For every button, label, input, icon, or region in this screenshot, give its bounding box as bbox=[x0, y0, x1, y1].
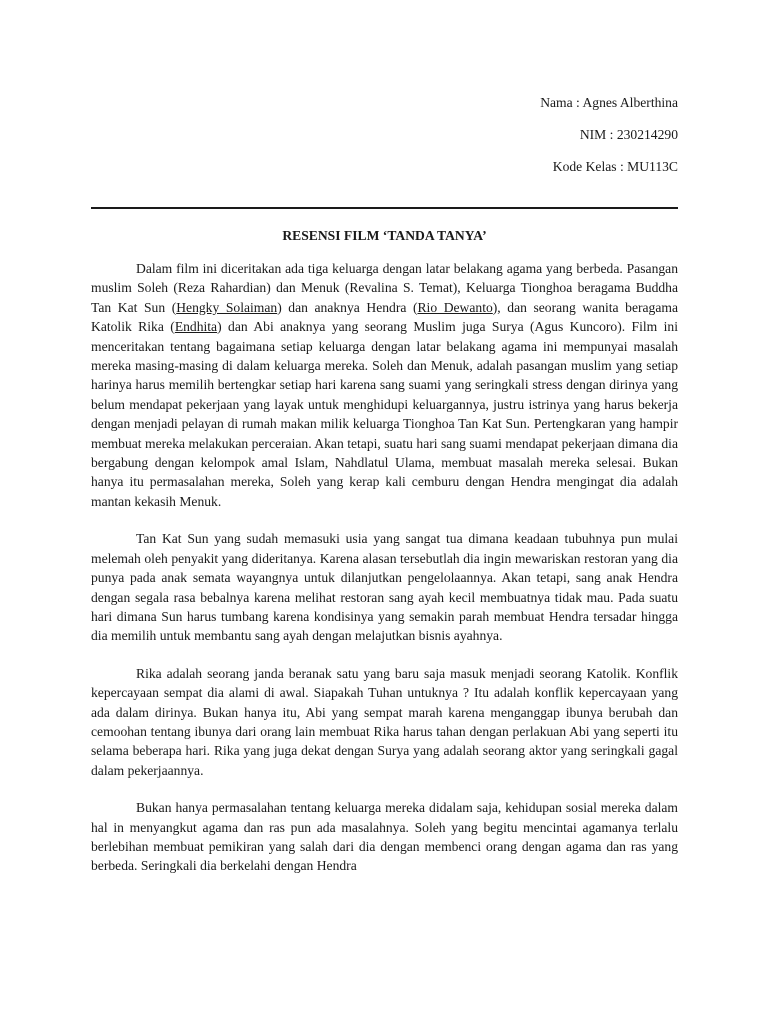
document-title: RESENSI FILM ‘TANDA TANYA’ bbox=[282, 228, 487, 243]
header-divider bbox=[91, 207, 678, 209]
paragraph-2: Tan Kat Sun yang sudah memasuki usia yang sangat tua dimana keadaan tubuhnya pun mulai melemah oleh penyakit yang dideritanya. Karena alasan tersebutlah dia ingin mewariskan restoran yang dia punya pada anak semata wayangnya untuk dilanjutkan pengelolaannya. Akan tetapi, sang anak Hendra dengan segala rasa bebalnya karena melihat restoran sang ayah kecil membuatnya tidak mau. Pada suatu hari dimana Sun harus tumbang karena kondisinya yang semakin parah membuat Hendra tersadar hingga dia memilih untuk membantu sang ayah dengan melajutkan bisnis ayahnya. bbox=[91, 531, 678, 644]
link-hengky-solaiman[interactable]: Hengky Solaiman bbox=[176, 299, 278, 315]
paragraph-3: Rika adalah seorang janda beranak satu yang baru saja masuk menjadi seorang Katolik. Konflik kepercayaan sempat dia alami di awal. Siapakah Tuhan untuknya ? Itu adalah konflik kepercayaan yang ada dalam dirinya. Bukan hanya itu, Abi yang sempat marah karena menganggap ibunya berubah dan cemoohan tentang ibunya dari orang lain membuat Rika harus tahan dengan perlakuan Abi yang seperti itu selama beberapa hari. Rika yang juga dekat dengan Surya yang adalah seorang aktor yang seringkali gagal dalam pekerjaannya. bbox=[91, 665, 678, 778]
document-body bbox=[91, 259, 678, 894]
paragraph-1-text-c: ), dan seorang wanita beragama Katolik Rika ( bbox=[91, 299, 678, 335]
paragraph-4: Bukan hanya permasalahan tentang keluarga mereka didalam saja, kehidupan sosial mereka dalam hal in menyangkut agama dan ras pun ada masalahnya. Soleh yang begitu mencintai agamanya terlalu berlebihan membuat pemikiran yang salah dari dia dengan membenci orang dengan agama dan ras yang berbeda. Seringkali dia berkelahi dengan Hendra bbox=[91, 800, 678, 874]
link-endhita[interactable]: Endhita bbox=[174, 319, 218, 335]
link-rio-dewanto[interactable]: Rio Dewanto bbox=[417, 299, 493, 315]
author-name: Nama : Agnes Alberthina bbox=[540, 95, 678, 110]
paragraph-1-text-b: ) dan anaknya Hendra ( bbox=[277, 299, 418, 315]
author-info bbox=[540, 94, 678, 190]
paragraph-1-text-a: Dalam film ini diceritakan ada tiga keluarga dengan latar belakang agama yang berbeda. Pasangan muslim Soleh (Reza Rahardian) dan Menuk (Revalina S. Temat), Keluarga Tionghoa beragama Buddha Tan Kat Sun ( bbox=[91, 261, 678, 315]
paragraph-1-text-d: ) dan Abi anaknya yang seorang Muslim juga Surya (Agus Kuncoro). Film ini menceritakan tentang bagaimana setiap keluarga dengan latar belakang agama ini mempunyai masalah mereka masing-masing di dalam keluarga mereka. Soleh dan Menuk, adalah pasangan muslim yang setiap harinya harus memilih bertengkar setiap hari karena sang suami yang seringkali stress dengan dirinya yang belum mendapat pekerjaan yang layak untuk menghidupi keluargannya, justru istrinya yang harus bekerja dengan menjadi pelayan di rumah makan milik keluarga Tionghoa Tan Kat Sun. Pertengkaran yang hampir membuat mereka melakukan perceraian. Akan tetapi, suatu hari sang suami mendapat pekerjaan dimana dia bergabung dengan kelompok amal Islam, Nahdlatul Ulama, membuat masalah mereka selesai. Bukan hanya itu permasalahan mereka, Soleh yang kerap kali cemburu dengan Hendra mengingat dia adalah mantan kekasih Menuk. bbox=[91, 319, 678, 509]
class-code: Kode Kelas : MU113C bbox=[552, 159, 678, 174]
document-page bbox=[91, 0, 678, 1024]
student-id: NIM : 230214290 bbox=[579, 127, 678, 142]
paragraph-1 bbox=[91, 259, 678, 511]
